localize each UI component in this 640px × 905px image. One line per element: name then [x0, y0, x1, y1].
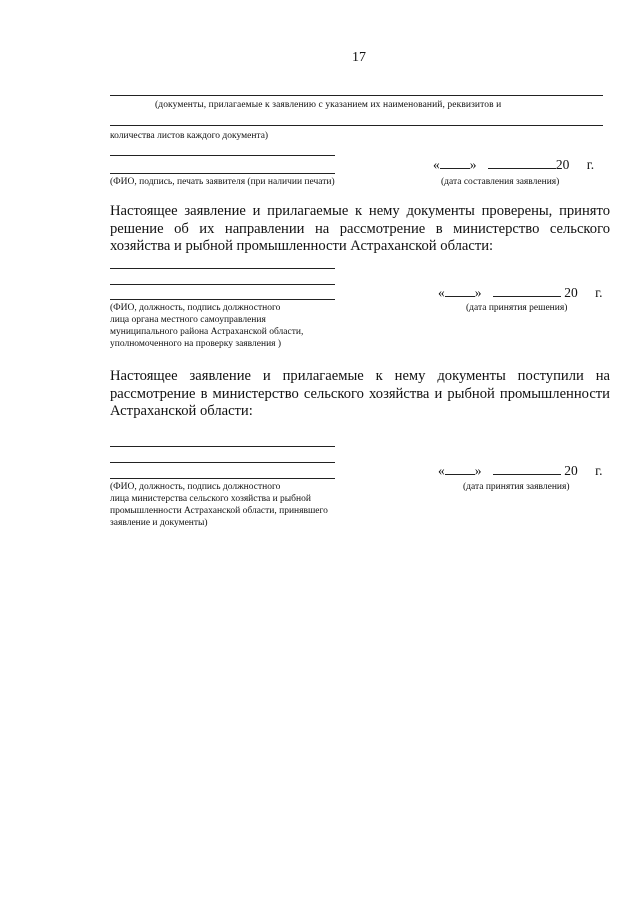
review-line-2[interactable] [110, 284, 335, 285]
review-line-1[interactable] [110, 268, 335, 269]
documents-line-2[interactable] [110, 125, 603, 126]
ministry-paragraph: Настоящее заявление и прилагаемые к нему документы поступили на рассмотрение в министерство сельского хозяйства и рыбной промышленности Астраханской области: [110, 368, 610, 419]
ministry-month-field[interactable] [493, 464, 561, 475]
applicant-caption: (ФИО, подпись, печать заявителя (при наличии печати) [110, 177, 335, 187]
ministry-caption-line: (ФИО, должность, подпись должностного [110, 482, 281, 492]
ministry-date-caption: (дата принятия заявления) [463, 482, 570, 492]
page-number: 17 [352, 50, 366, 65]
documents-caption-2: количества листов каждого документа) [110, 131, 269, 141]
review-year: 20 [564, 285, 578, 300]
ministry-caption-line: промышленности Астраханской области, принявшего [110, 506, 328, 516]
date-close-quote: » [469, 157, 477, 172]
ministry-year: 20 [564, 463, 578, 478]
review-paragraph: Настоящее заявление и прилагаемые к нему документы проверены, принято решение об их направлении на рассмотрение в министерство сельского хозяйства и рыбной промышленности Астраханской области: [110, 203, 610, 254]
date-open-quote: « [433, 157, 440, 172]
applicant-month-field[interactable] [488, 158, 556, 169]
ministry-line-2[interactable] [110, 462, 335, 463]
applicant-signature-line[interactable] [110, 173, 335, 174]
ministry-signature-line[interactable] [110, 478, 335, 479]
ministry-date-field [438, 463, 603, 479]
review-day-field[interactable] [445, 286, 475, 297]
ministry-caption-line: лица министерства сельского хозяйства и рыбной [110, 494, 311, 504]
applicant-line-1[interactable] [110, 155, 335, 156]
review-month-field[interactable] [493, 286, 561, 297]
review-date-field [438, 285, 603, 301]
ministry-caption-line: заявление и документы) [110, 518, 208, 528]
documents-line-1[interactable] [110, 95, 603, 96]
date-close-quote: » [474, 463, 482, 478]
review-caption-line: уполномоченного на проверку заявления ) [110, 339, 282, 349]
applicant-date-field [433, 157, 594, 173]
review-caption-line: лица органа местного самоуправления [110, 315, 266, 325]
date-close-quote: » [474, 285, 482, 300]
ministry-year-suffix: г. [595, 463, 603, 478]
ministry-line-1[interactable] [110, 446, 335, 447]
ministry-caption [110, 481, 328, 529]
review-caption-line: (ФИО, должность, подпись должностного [110, 303, 281, 313]
review-caption-line: муниципального района Астраханской области, [110, 327, 304, 337]
review-signature-line[interactable] [110, 299, 335, 300]
applicant-day-field[interactable] [440, 158, 470, 169]
applicant-date-caption: (дата составления заявления) [441, 177, 560, 187]
review-year-suffix: г. [595, 285, 603, 300]
applicant-year-suffix: г. [586, 157, 595, 172]
applicant-year: 20 [555, 157, 570, 172]
review-date-caption: (дата принятия решения) [466, 303, 568, 313]
date-open-quote: « [438, 285, 445, 300]
ministry-day-field[interactable] [445, 464, 475, 475]
documents-caption-1: (документы, прилагаемые к заявлению с указанием их наименований, реквизитов и [155, 100, 502, 110]
date-open-quote: « [438, 463, 445, 478]
review-caption [110, 302, 303, 350]
